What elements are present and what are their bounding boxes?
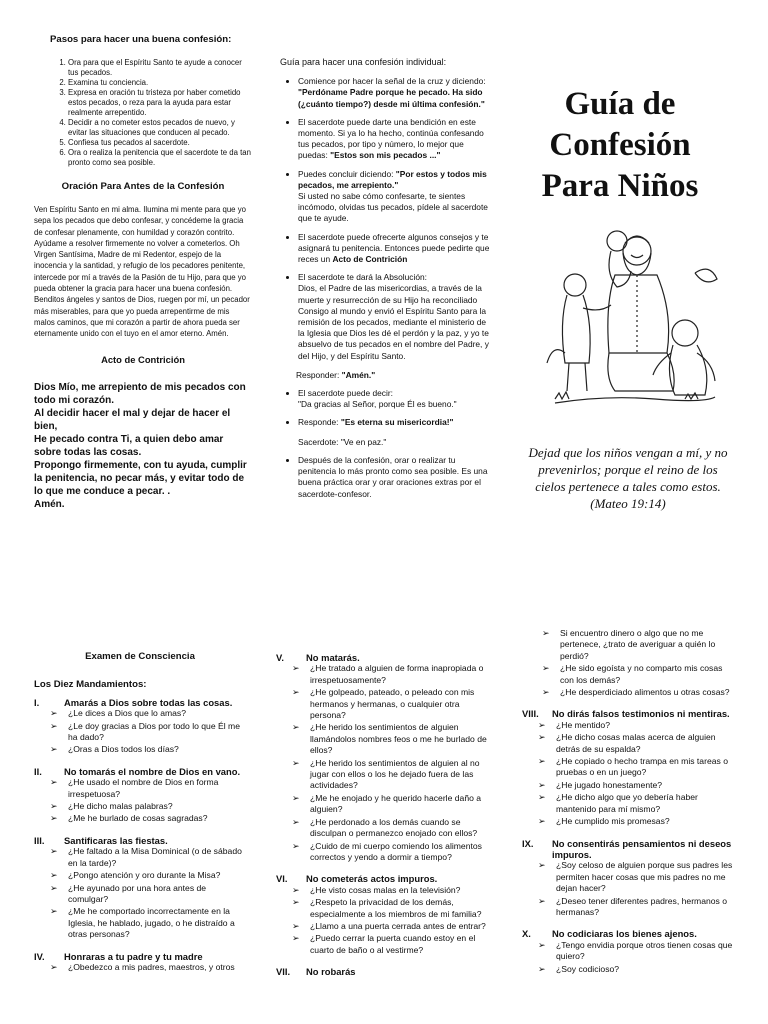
question-item: ➢ ¿He dicho algo que yo debería haber mantenido para mí mismo? <box>538 792 736 815</box>
commandment <box>276 652 490 863</box>
question-item: ➢ ¿He desperdiciado alimentos u otras cosas? <box>542 687 736 698</box>
question-list <box>522 720 736 828</box>
guia-step <box>298 76 490 110</box>
commandment <box>34 835 246 941</box>
commandment-title: Amarás a Dios sobre todas las cosas. <box>64 696 233 708</box>
commandment-title: Honraras a tu padre y tu madre <box>64 950 203 962</box>
commandment <box>522 928 736 975</box>
commandment-title: No matarás. <box>306 652 360 663</box>
commandment <box>276 966 490 977</box>
commandment-heading <box>522 838 736 861</box>
question-list <box>276 885 490 956</box>
question-item: ➢ ¿Soy codicioso? <box>538 964 736 975</box>
guia-step-note: Si usted no sabe cómo confesarte, te sientes incómodo, olvidas tus pecados, pídele al sacerdote que te ayude. <box>298 191 488 224</box>
commandment-heading <box>522 708 736 719</box>
guia-step <box>298 272 490 381</box>
examen-panel <box>34 651 246 974</box>
jesus-children-illustration <box>545 213 720 413</box>
guia-step-text: El sacerdote puede decir: <box>298 388 393 399</box>
guia-step-quote: "Perdóname Padre porque he pecado. Ha sido (¿cuánto tiempo?) desde mi última confesión." <box>298 87 485 109</box>
robar-questions <box>522 628 736 698</box>
guia-step <box>298 169 490 225</box>
question-item: ➢ ¿He herido los sentimientos de alguien al no jugar con ellos o los he dejado fuera de las actividades? <box>292 758 490 792</box>
guia-step <box>298 388 490 410</box>
commandment <box>34 697 246 756</box>
question-item: ➢ ¿Obedezco a mis padres, maestros, y otros <box>50 962 246 973</box>
guia-step <box>298 117 490 162</box>
commandment-number: III. <box>34 834 45 846</box>
commandment-title: No robarás <box>306 966 356 978</box>
contricion-text <box>34 381 252 511</box>
commandment-number: VII. <box>276 966 291 978</box>
guia-step-quote: "Por estos y todos mis pecados, me arrepiento." <box>298 168 487 190</box>
responder-label: Responder: <box>296 369 342 380</box>
question-item: ➢ ¿He perdonado a los demás cuando se disculpan o permanezco enojado con ellos? <box>292 817 490 840</box>
commandment-title: No consentirás pensamientos ni deseos impuros. <box>552 837 732 860</box>
pasos-title: Pasos para hacer una buena confesión: <box>50 34 232 45</box>
question-item: ➢ ¿Le dices a Dios que lo amas? <box>50 708 246 719</box>
question-item: ➢ ¿He golpeado, pateado, o peleado con mis hermanos y hermanas, o cualquier otra persona? <box>292 687 490 721</box>
guia-step <box>298 455 490 500</box>
cover-quote <box>522 444 734 512</box>
guia-step-text: Puedes concluir diciendo: <box>298 168 396 179</box>
question-list <box>522 860 736 918</box>
guia-list <box>280 76 490 500</box>
question-item: ➢ ¿He dicho malas palabras? <box>50 801 246 812</box>
question-item: ➢ ¿He jugado honestamente? <box>538 780 736 791</box>
cover-title <box>520 84 720 207</box>
contricion-title: Acto de Contrición <box>101 353 185 365</box>
commandment-heading <box>522 928 736 939</box>
commandment-heading <box>276 873 490 884</box>
question-item: ➢ ¿Tengo envidia porque otros tienen cosas que quiero? <box>538 940 736 963</box>
commandment-heading <box>34 835 246 846</box>
commandments-col3 <box>522 708 736 975</box>
mandamientos-subtitle: Los Diez Mandamientos: <box>34 679 147 691</box>
question-item: ➢ ¿He usado el nombre de Dios en forma irrespetuosa? <box>50 777 246 800</box>
question-item: ➢ ¿Me he comportado incorrectamente en la Iglesia, he hablado, jugado, o he distraído a otras personas? <box>50 906 246 940</box>
absolucion-text: Dios, el Padre de las misericordias, a través de la muerte y resurrección de su Hijo ha reconciliado Consigo al mundo y envió el Espíritu Santo para la remisión de los pecados, mediante el ministerio de la Iglesia que Dios les dé el perdón y la paz, y yo te absuelvo de tus pecados en el nombre del Padre, y del Hijo, y del Espíritu Santo. <box>298 283 489 361</box>
commandments-col2 <box>276 652 490 978</box>
bible-reference: (Mateo 19:14) <box>590 496 666 511</box>
commandment <box>34 766 246 825</box>
commandment-number: VIII. <box>522 708 539 720</box>
commandments-col1 <box>34 697 246 974</box>
contricion-line: Al decidir hacer el mal y dejar de hacer el bien, <box>34 407 231 432</box>
paso-item: 1. Ora para que el Espíritu Santo te ayude a conocer tus pecados. <box>68 58 252 78</box>
question-item: ➢ ¿Soy celoso de alguien porque sus padres les permiten hacer cosas que mis padres no me dejan hacer? <box>538 860 736 894</box>
question-item: ➢ ¿He herido los sentimientos de alguien llamándolos nombres feos o me he burlado de ellos? <box>292 722 490 756</box>
commandment-title: No cometerás actos impuros. <box>306 873 438 885</box>
commandment <box>276 873 490 956</box>
commandment-title: No codiciaras los bienes ajenos. <box>552 928 697 940</box>
examen-panel-3 <box>522 628 736 976</box>
commandment-number: IV. <box>34 950 45 962</box>
question-item: ➢ ¿He dicho cosas malas acerca de alguien detrás de su espalda? <box>538 732 736 755</box>
question-item: ➢ ¿He mentido? <box>538 720 736 731</box>
guia-step-quote: "Da gracias al Señor, porque Él es bueno." <box>298 399 457 410</box>
commandment-number: VI. <box>276 873 288 885</box>
question-item: ➢ ¿Me he burlado de cosas sagradas? <box>50 813 246 824</box>
commandment-title: No tomarás el nombre de Dios en vano. <box>64 765 241 777</box>
commandment-heading <box>34 697 246 708</box>
guia-step-quote: Acto de Contrición <box>332 254 408 265</box>
question-item: ➢ Si encuentro dinero o algo que no me pertenece, ¿trato de averiguar a quién lo perdió? <box>542 628 736 662</box>
question-item: ➢ ¿He ayunado por una hora antes de comulgar? <box>50 883 246 906</box>
question-item: ➢ ¿Puedo cerrar la puerta cuando estoy en el cuarto de baño o al vestirme? <box>292 933 490 956</box>
pasos-panel <box>34 34 252 511</box>
oracion-text: Ven Espíritu Santo en mi alma. Ilumina mi mente para que yo sepa los pecados que debo confesar, y concédeme la gracia de confesar plenamente, con humildad y corazón contrito. Ayúdame a resolver firmemente no volver a cometerlos. Oh Virgen Santísima, Madre de mi Redentor, espejo de la inocencia y la santidad, y refugio de los pecadores penitente, intercede por mí a través de la Pasión de tu Hijo, para que yo pueda obtener la gracia para hacer una buena confesión. Benditos ángeles y santos de Dios, ruegen por mí, un pecador más miserables, para que yo pueda arrepentirme de mis malos caminos, que mi corazón a partir de ahora pueda ser eternamente unido con el tuyo en el amor eterno. Amén. <box>34 205 250 339</box>
guia-step-text: Después de la confesión, orar o realizar tu penitencia lo más pronto como sea posible. Es una buena práctica orar y orar oraciones extras por el sacerdote-confesor. <box>298 454 488 499</box>
paso-item: 5. Confiesa tus pecados al sacerdote. <box>68 138 252 148</box>
question-item: ➢ ¿Deseo tener diferentes padres, hermanos o hermanas? <box>538 896 736 919</box>
question-item: ➢ ¿Me he enojado y he querido hacerle daño a alguien? <box>292 793 490 816</box>
question-item: ➢ ¿Cuido de mi cuerpo comiendo los alimentos correctos y yendo a dormir a tiempo? <box>292 841 490 864</box>
cover-title-line: Guía de <box>564 86 676 122</box>
oracion-title: Oración Para Antes de la Confesión <box>61 181 225 192</box>
guia-step-text: El sacerdote puede ofrecerte algunos consejos y te asignará tu penitencia. Entonces puede pedirte que reces un <box>298 231 490 265</box>
question-item: ➢ ¿He sido egoísta y no comparto mis cosas con los demás? <box>542 663 736 686</box>
cover-title-line: Confesión <box>549 127 691 163</box>
question-list <box>522 940 736 975</box>
question-item: ➢ ¿Llamo a una puerta cerrada antes de entrar? <box>292 921 490 932</box>
paso-item: 3. Expresa en oración tu tristeza por haber cometido estos pecados, o reza para la ayuda para estar realmente arrepentido. <box>68 88 252 118</box>
guia-step-text: Responde: <box>298 417 341 428</box>
question-item: ➢ ¿He cumplido mis promesas? <box>538 816 736 827</box>
paso-item: 4. Decidir a no cometer estos pecados de nuevo, y evitar las situaciones que conducen al pecado. <box>68 118 252 138</box>
guia-title: Guía para hacer una confesión individual: <box>280 57 447 67</box>
contricion-line: Propongo firmemente, con tu ayuda, cumplir la penitencia, no pecar más, y evitar todo de lo que me conduce a pecar. . <box>34 459 247 497</box>
paso-item: 2. Examina tu conciencia. <box>68 78 252 88</box>
question-item: ➢ ¿Respeto la privacidad de los demás, especialmente a los miembros de mi familia? <box>292 897 490 920</box>
guia-step <box>298 232 490 266</box>
commandment <box>522 708 736 827</box>
question-item: ➢ ¿He faltado a la Misa Dominical (o de sábado en la tarde)? <box>50 846 246 869</box>
question-list <box>276 663 490 863</box>
commandment-title: Santificaras las fiestas. <box>64 834 168 846</box>
commandment-title: No dirás falsos testimonios ni mentiras. <box>552 708 730 720</box>
question-list <box>34 777 246 825</box>
contricion-line: Amén. <box>34 498 65 510</box>
guia-panel <box>280 57 490 507</box>
question-item: ➢ ¿Oras a Dios todos los días? <box>50 744 246 755</box>
question-item: ➢ ¿He copiado o hecho trampa en mis tareas o pruebas o en un juego? <box>538 756 736 779</box>
commandment-heading <box>34 951 246 962</box>
commandment-number: IX. <box>522 837 534 849</box>
sacerdote-line: Sacerdote: "Ve en paz." <box>298 436 387 447</box>
paso-item: 6. Ora o realiza la penitencia que el sacerdote te da tan pronto como sea posible. <box>68 148 252 168</box>
question-item: ➢ ¿He tratado a alguien de forma inapropiada o irrespetuosamente? <box>292 663 490 686</box>
guia-step <box>298 417 490 447</box>
contricion-line: He pecado contra Ti, a quien debo amar sobre todas las cosas. <box>34 433 224 458</box>
bible-quote: Dejad que los niños vengan a mí, y no prevenirlos; porque el reino de los cielos pertenece a tales como estos. <box>528 445 728 494</box>
cover-title-line: Para Niños <box>541 168 699 204</box>
commandment-number: V. <box>276 652 284 663</box>
question-item: ➢ ¿Pongo atención y oro durante la Misa? <box>50 870 246 881</box>
guia-step-quote: "Estos son mis pecados ..." <box>330 150 441 161</box>
question-list <box>34 846 246 940</box>
commandment-number: X. <box>522 928 531 940</box>
commandment-heading <box>276 966 490 977</box>
responder-amen <box>296 370 490 381</box>
examen-title: Examen de Consciencia <box>85 651 195 662</box>
guia-step-quote: "Es eterna su misericordia!" <box>340 417 454 428</box>
commandment-heading <box>34 766 246 777</box>
commandment-heading <box>276 652 490 663</box>
responder-quote: "Amén." <box>341 369 376 380</box>
pasos-list <box>34 58 252 168</box>
commandment <box>34 951 246 974</box>
question-item: ➢ ¿Le doy gracias a Dios por todo lo que Él me ha dado? <box>50 721 246 744</box>
examen-panel-2 <box>276 644 490 978</box>
commandment-number: II. <box>34 765 42 777</box>
guia-step-text: El sacerdote puede darte una bendición en este momento. Si ya lo ha hecho, continúa confesando tus pecados, por tipo y número, lo mejor que puedas: <box>298 116 484 161</box>
contricion-line: Dios Mío, me arrepiento de mis pecados con todo mi corazón. <box>34 381 246 406</box>
commandment <box>522 838 736 919</box>
question-list <box>34 962 246 973</box>
question-item: ➢ ¿He visto cosas malas en la televisión? <box>292 885 490 896</box>
commandment-number: I. <box>34 696 40 708</box>
guia-step-text: El sacerdote te dará la Absolución: <box>298 272 427 283</box>
guia-step-text: Comience por hacer la señal de la cruz y diciendo: <box>298 76 486 87</box>
question-list <box>34 708 246 756</box>
